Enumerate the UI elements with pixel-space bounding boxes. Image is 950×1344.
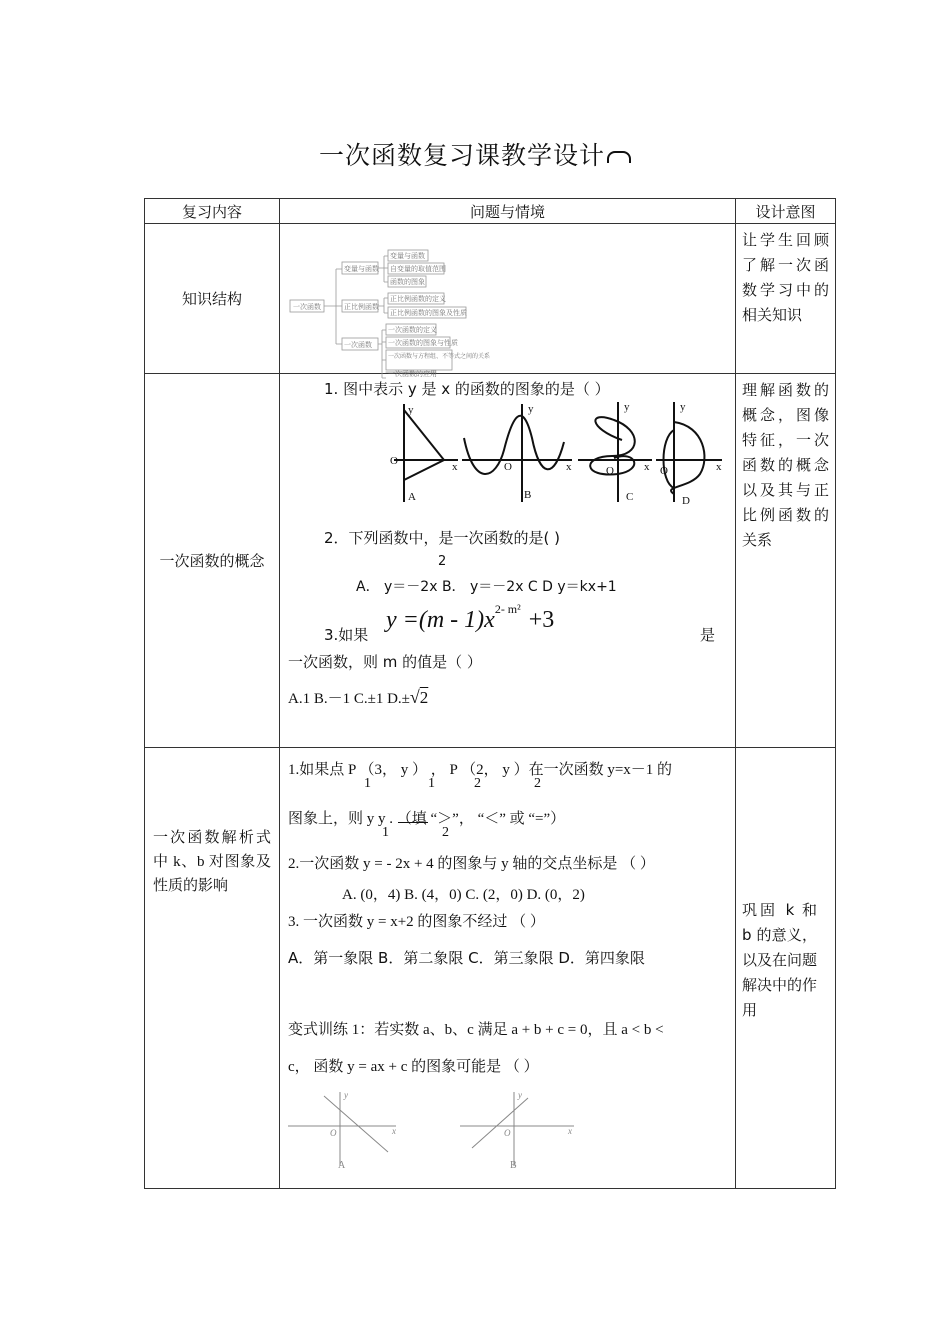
graph-c-o: O [606, 465, 614, 477]
diagram-leaf-1: 变量与函数 [390, 252, 425, 260]
page-title: 一次函数复习课教学设计 [0, 136, 950, 172]
y2-sub-b: 2 [442, 825, 449, 840]
function-graphs [392, 398, 732, 508]
y1-sub-b: 1 [382, 825, 389, 840]
y1-sub: 1 [428, 776, 435, 791]
graph-b-y: y [528, 403, 534, 415]
diagram-leaf-9: 一次函数的应用 [388, 370, 437, 378]
row-structure-label: 知识结构 [145, 224, 280, 374]
row-properties [145, 748, 836, 1189]
properties-q2: 2.一次函数 y = - 2x + 4 的图象与 y 轴的交点坐标是 （ ） [288, 856, 655, 872]
row-properties-intent: 巩固 k 和 b 的意义，以及在问题解决中的作用 [742, 901, 818, 1019]
row-structure [145, 224, 836, 374]
variant-a-x: x [392, 1126, 396, 1136]
graph-a-o: O [390, 455, 398, 467]
concept-q3-line2: 一次函数，则 m 的值是（ ） [288, 653, 482, 671]
variant-b-o: O [504, 1128, 511, 1138]
concept-q3-suffix: 是 [700, 626, 716, 644]
y2-sub: 2 [534, 776, 541, 791]
graph-c-label: C [626, 491, 634, 503]
title-mark-icon [607, 151, 631, 163]
diagram-leaf-7: 一次函数的图象与性质 [388, 339, 458, 347]
p2-sub: 2 [474, 776, 481, 791]
concept-questions-cell [280, 374, 736, 748]
properties-q3: 3. 一次函数 y = x+2 的图象不经过 （ ） [288, 914, 545, 930]
properties-q1b: 图象上，则 y y . （填 “＞”， “＜” 或 “=”） [288, 811, 566, 827]
diagram-leaf-8: 一次函数与方程组、不等式之间的关系 [388, 354, 491, 360]
concept-q1: 1. 图中表示 y 是 x 的函数的图象的是（ ） [324, 380, 610, 398]
header-questions: 问题与情境 [280, 199, 736, 224]
lesson-table [144, 198, 836, 1189]
graph-c-y: y [624, 401, 630, 413]
diagram-branch-3: 一次函数 [344, 341, 372, 349]
graph-c-x: x [644, 461, 650, 473]
variant-b-x: x [568, 1126, 572, 1136]
knowledge-diagram-cell [280, 224, 736, 378]
variant-line2: c， 函数 y = ax + c 的图象可能是 （ ） [288, 1059, 539, 1075]
diagram-branch-2: 正比例函数 [344, 303, 379, 311]
graph-a-y: y [408, 404, 414, 416]
graph-d-x: x [716, 461, 722, 473]
variant-a-y: y [344, 1090, 348, 1100]
row-concept-intent: 理解函数的概念，图像特征，一次函数的概念以及其与正比例函数的关系 [736, 374, 836, 748]
variant-a-label: A [338, 1160, 346, 1171]
graph-d-o: O [660, 465, 668, 477]
diagram-leaf-5: 正比例函数的图象及性质 [390, 309, 467, 317]
row-structure-intent: 让学生回顾了解一次函数学习中的相关知识 [736, 224, 836, 374]
answer-blank[interactable] [398, 810, 428, 823]
row-properties-intent-cell [736, 748, 836, 1189]
variant-b-label: B [510, 1160, 517, 1171]
diagram-leaf-6: 一次函数的定义 [388, 326, 437, 334]
row-concept-label: 一次函数的概念 [145, 374, 280, 748]
diagram-leaf-3: 函数的图象 [390, 278, 425, 286]
concept-q3-prefix: 3.如果 [324, 626, 369, 644]
variant-line1: 变式训练 1：若实数 a、b、c 满足 a + b + c = 0，且 a < b < [288, 1022, 664, 1038]
header-row [145, 199, 836, 224]
row-concept [145, 374, 836, 748]
p1-sub: 1 [364, 776, 371, 791]
concept-q2-sup: 2 [438, 554, 447, 569]
graph-d-y: y [680, 401, 686, 413]
graph-b-o: O [504, 461, 512, 473]
diagram-root: 一次函数 [293, 303, 321, 311]
graph-b-label: B [524, 489, 532, 501]
graph-d-label: D [682, 495, 690, 507]
properties-q1a: 1.如果点 P （3， y ） ， P （2， y ）在一次函数 y=x－1 的 [288, 762, 673, 778]
properties-questions-cell [280, 748, 736, 1189]
variant-b-y: y [518, 1090, 522, 1100]
properties-q3-options: A．第一象限 B．第二象限 C．第三象限 D．第四象限 [288, 949, 645, 967]
graph-a-x: x [452, 461, 458, 473]
row-properties-label-cell [145, 748, 280, 1189]
concept-q2-options: A． y＝－2x B． y＝－2x C D y＝kx+1 [356, 579, 617, 595]
variant-graphs [288, 1088, 588, 1170]
graph-b-x: x [566, 461, 572, 473]
diagram-leaf-4: 正比例函数的定义 [390, 295, 446, 303]
diagram-branch-1: 变量与函数 [344, 265, 379, 273]
header-intent: 设计意图 [736, 199, 836, 224]
concept-q3-formula: $y =(m - 1)x^{2- m^2} +3$ [386, 602, 555, 633]
concept-q3-options: A.1 B.－1 C.±1 D.±√2 [288, 687, 429, 707]
concept-q2: 2．下列函数中，是一次函数的是( ) [324, 529, 561, 547]
header-content: 复习内容 [145, 199, 280, 224]
variant-a-o: O [330, 1128, 337, 1138]
row-properties-label: 一次函数解析式中 k、b 对图象及性质的影响 [153, 830, 271, 894]
diagram-leaf-2: 自变量的取值范围 [390, 265, 446, 273]
knowledge-structure-diagram [280, 224, 735, 378]
properties-q2-options: A. (0，4) B. (4，0) C. (2，0) D. (0，2) [342, 887, 585, 903]
graph-a-label: A [408, 491, 416, 503]
